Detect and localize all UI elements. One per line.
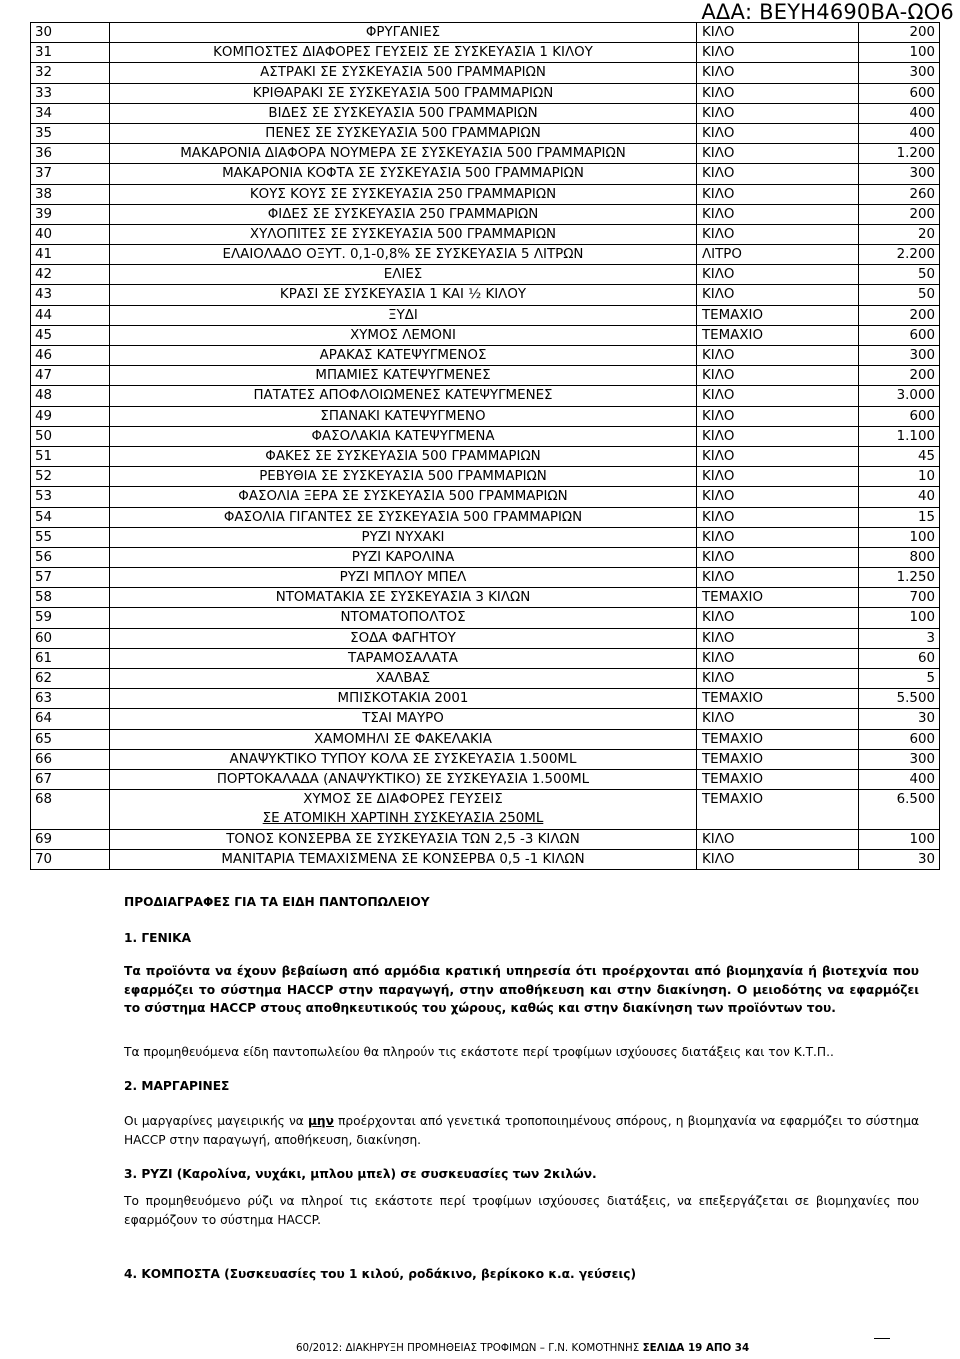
item-description <box>110 547 697 567</box>
item-number: 35 <box>31 123 110 143</box>
item-quantity: 600 <box>859 83 940 103</box>
item-number: 67 <box>31 769 110 789</box>
item-quantity: 30 <box>859 849 940 869</box>
item-unit: ΤΕΜΑΧΙΟ <box>697 769 859 789</box>
section-1-paragraph-1: Τα προϊόντα να έχουν βεβαίωση από αρμόδια κρατική υπηρεσία ότι προέρχονται από βιομηχανία ή βιοτεχνία που εφαρμόζει το σύστημα HACCP στην παραγωγή, στην αποθήκευση και στην διακίνηση. Ο μειοδότης να εφαρμόζει το σύστημα HACCP στους αποθηκευτικούς του χώρους, καθώς και στην διακίνηση των προϊόντων του. <box>124 964 919 1015</box>
item-unit: ΚΙΛΟ <box>697 426 859 446</box>
item-description <box>110 507 697 527</box>
footer-text: 60/2012: ΔΙΑΚΗΡΥΞΗ ΠΡΟΜΗΘΕΙΑΣ ΤΡΟΦΙΜΩΝ – Γ.Ν. ΚΟΜΟΤΗΝΗΣ <box>296 1342 643 1354</box>
item-quantity: 200 <box>859 204 940 224</box>
table-row <box>31 628 940 648</box>
item-unit: ΚΙΛΟ <box>697 164 859 184</box>
item-description <box>110 608 697 628</box>
item-quantity: 200 <box>859 305 940 325</box>
section-2-title: 2. ΜΑΡΓΑΡΙΝΕΣ <box>124 1079 230 1093</box>
item-quantity: 20 <box>859 224 940 244</box>
item-description-text: ΧΑΜΟΜΗΛΙ ΣΕ ΦΑΚΕΛΑΚΙΑ <box>314 731 492 747</box>
table-row <box>31 83 940 103</box>
item-description-text: ΧΥΜΟΣ ΛΕΜΟΝΙ <box>350 327 456 343</box>
table-row <box>31 224 940 244</box>
item-unit: ΚΙΛΟ <box>697 648 859 668</box>
section-1-paragraph-2: Τα προμηθευόμενα είδη παντοπωλείου θα πληρούν τις εκάστοτε περί τροφίμων ισχύουσες διατάξεις και τον Κ.Τ.Π.. <box>124 1045 834 1059</box>
item-number: 44 <box>31 305 110 325</box>
item-quantity: 1.100 <box>859 426 940 446</box>
item-quantity: 15 <box>859 507 940 527</box>
item-description-text: ΡΥΖΙ ΚΑΡΟΛΙΝΑ <box>351 549 455 565</box>
item-description <box>110 305 697 325</box>
table-row <box>31 446 940 466</box>
item-unit: ΚΙΛΟ <box>697 467 859 487</box>
item-number: 46 <box>31 346 110 366</box>
item-unit: ΚΙΛΟ <box>697 184 859 204</box>
item-description-text: ΦΙΔΕΣ ΣΕ ΣΥΣΚΕΥΑΣΙΑ 250 ΓΡΑΜΜΑΡΙΩΝ <box>267 206 539 222</box>
item-description <box>110 366 697 386</box>
table-row <box>31 43 940 63</box>
item-number: 57 <box>31 568 110 588</box>
item-description <box>110 224 697 244</box>
item-description-text: ΝΤΟΜΑΤΑΚΙΑ ΣΕ ΣΥΣΚΕΥΑΣΙΑ 3 ΚΙΛΩΝ <box>275 590 531 606</box>
item-description-text: ΦΑΣΟΛΙΑ ΓΙΓΑΝΤΕΣ ΣΕ ΣΥΣΚΕΥΑΣΙΑ 500 ΓΡΑΜΜΑΡΙΩΝ <box>223 509 583 525</box>
table-row <box>31 689 940 709</box>
item-description-text: ΜΠΑΜΙΕΣ ΚΑΤΕΨΥΓΜΕΝΕΣ <box>315 368 491 384</box>
item-number: 52 <box>31 467 110 487</box>
table-row <box>31 103 940 123</box>
item-description-text: ΞΥΔΙ <box>388 307 418 323</box>
table-row <box>31 305 940 325</box>
table-row <box>31 144 940 164</box>
ada-code: ΑΔΑ: ΒΕΥΗ4690ΒΑ-ΩΟ6 <box>701 0 954 24</box>
item-unit: ΚΙΛΟ <box>697 204 859 224</box>
item-number: 56 <box>31 547 110 567</box>
table-row <box>31 608 940 628</box>
item-description <box>110 829 697 849</box>
item-unit: ΚΙΛΟ <box>697 366 859 386</box>
item-quantity: 600 <box>859 406 940 426</box>
table-row <box>31 23 940 43</box>
item-description-text: ΧΑΛΒΑΣ <box>375 671 431 686</box>
item-description <box>110 144 697 164</box>
item-number: 55 <box>31 527 110 547</box>
table-row <box>31 790 940 830</box>
item-unit: ΚΙΛΟ <box>697 849 859 869</box>
item-number: 60 <box>31 628 110 648</box>
item-number: 53 <box>31 487 110 507</box>
table-row <box>31 849 940 869</box>
item-description-text: ΑΡΑΚΑΣ ΚΑΤΕΨΥΓΜΕΝΟΣ <box>319 348 487 363</box>
item-number: 63 <box>31 689 110 709</box>
item-unit: ΤΕΜΑΧΙΟ <box>697 729 859 749</box>
table-row <box>31 829 940 849</box>
item-number: 31 <box>31 43 110 63</box>
item-number: 33 <box>31 83 110 103</box>
item-description-text: ΦΡΥΓΑΝΙΕΣ <box>365 25 441 40</box>
item-description <box>110 669 697 689</box>
item-number: 43 <box>31 285 110 305</box>
item-unit: ΤΕΜΑΧΙΟ <box>697 790 859 830</box>
item-number: 47 <box>31 366 110 386</box>
item-description <box>110 426 697 446</box>
item-description-text: ΜΑΝΙΤΑΡΙΑ ΤΕΜΑΧΙΣΜΕΝΑ ΣΕ ΚΟΝΣΕΡΒΑ 0,5 -1 ΚΙΛΩΝ <box>221 851 585 867</box>
item-number: 38 <box>31 184 110 204</box>
item-number: 65 <box>31 729 110 749</box>
item-unit: ΚΙΛΟ <box>697 23 859 43</box>
item-unit: ΚΙΛΟ <box>697 83 859 103</box>
item-description <box>110 769 697 789</box>
item-unit: ΚΙΛΟ <box>697 224 859 244</box>
item-unit: ΤΕΜΑΧΙΟ <box>697 588 859 608</box>
item-description-text: ΠΕΝΕΣ ΣΕ ΣΥΣΚΕΥΑΣΙΑ 500 ΓΡΑΜΜΑΡΙΩΝ <box>265 125 541 141</box>
item-number: 40 <box>31 224 110 244</box>
item-description-text: ΦΑΣΟΛΙΑ ΞΕΡΑ ΣΕ ΣΥΣΚΕΥΑΣΙΑ 500 ΓΡΑΜΜΑΡΙΩΝ <box>238 489 568 505</box>
table-row <box>31 547 940 567</box>
item-number: 66 <box>31 749 110 769</box>
item-description <box>110 245 697 265</box>
item-description <box>110 123 697 143</box>
item-description-text: ΜΑΚΑΡΟΝΙΑ ΚΟΦΤΑ ΣΕ ΣΥΣΚΕΥΑΣΙΑ 500 ΓΡΑΜΜΑΡΙΩΝ <box>222 166 584 182</box>
item-quantity: 1.200 <box>859 144 940 164</box>
item-quantity: 300 <box>859 749 940 769</box>
section-2-emphasis: μην <box>307 1114 334 1128</box>
item-unit: ΚΙΛΟ <box>697 123 859 143</box>
item-description-text: ΤΣΑΙ ΜΑΥΡΟ <box>362 711 444 727</box>
item-unit: ΚΙΛΟ <box>697 709 859 729</box>
item-unit: ΚΙΛΟ <box>697 669 859 689</box>
item-number: 58 <box>31 588 110 608</box>
item-number: 49 <box>31 406 110 426</box>
item-number: 59 <box>31 608 110 628</box>
item-description-text: ΣΟΔΑ ΦΑΓΗΤΟΥ <box>350 630 456 646</box>
item-description-text: ΡΕΒΥΘΙΑ ΣΕ ΣΥΣΚΕΥΑΣΙΑ 500 ΓΡΑΜΜΑΡΙΩΝ <box>259 469 547 485</box>
item-unit: ΚΙΛΟ <box>697 43 859 63</box>
item-unit: ΚΙΛΟ <box>697 568 859 588</box>
table-row <box>31 406 940 426</box>
item-quantity: 3 <box>859 628 940 648</box>
item-number: 54 <box>31 507 110 527</box>
item-unit: ΚΙΛΟ <box>697 628 859 648</box>
item-description <box>110 184 697 204</box>
item-description <box>110 709 697 729</box>
item-number: 61 <box>31 648 110 668</box>
item-description <box>110 588 697 608</box>
item-number: 50 <box>31 426 110 446</box>
item-description <box>110 63 697 83</box>
item-number: 30 <box>31 23 110 43</box>
item-unit: ΚΙΛΟ <box>697 446 859 466</box>
item-quantity: 300 <box>859 63 940 83</box>
item-quantity: 40 <box>859 487 940 507</box>
item-description-text: ΚΟΥΣ ΚΟΥΣ ΣΕ ΣΥΣΚΕΥΑΣΙΑ 250 ΓΡΑΜΜΑΡΙΩΝ <box>249 186 557 202</box>
item-quantity: 50 <box>859 285 940 305</box>
item-quantity: 2.200 <box>859 245 940 265</box>
item-unit: ΤΕΜΑΧΙΟ <box>697 325 859 345</box>
item-description-text: ΚΡΙΘΑΡΑΚΙ ΣΕ ΣΥΣΚΕΥΑΣΙΑ 500 ΓΡΑΜΜΑΡΙΩΝ <box>252 85 554 101</box>
footer-dash <box>874 1338 890 1339</box>
item-description <box>110 527 697 547</box>
table-row <box>31 669 940 689</box>
item-quantity: 300 <box>859 164 940 184</box>
items-table-body <box>31 23 940 870</box>
item-quantity: 60 <box>859 648 940 668</box>
table-row <box>31 467 940 487</box>
item-description-text: ΠΑΤΑΤΕΣ ΑΠΟΦΛΟΙΩΜΕΝΕΣ ΚΑΤΕΨΥΓΜΕΝΕΣ <box>253 388 553 404</box>
item-unit: ΤΕΜΑΧΙΟ <box>697 305 859 325</box>
item-description-text: ΚΡΑΣΙ ΣΕ ΣΥΣΚΕΥΑΣΙΑ 1 ΚΑΙ ½ ΚΙΛΟΥ <box>279 287 527 303</box>
item-description <box>110 568 697 588</box>
item-description-text: ΠΟΡΤΟΚΑΛΑΔΑ (ΑΝΑΨΥΚΤΙΚΟ) ΣΕ ΣΥΣΚΕΥΑΣΙΑ 1.500ML <box>216 771 590 787</box>
item-quantity: 5 <box>859 669 940 689</box>
table-row <box>31 568 940 588</box>
item-unit: ΚΙΛΟ <box>697 103 859 123</box>
table-row <box>31 123 940 143</box>
item-description-text: ΣΠΑΝΑΚΙ ΚΑΤΕΨΥΓΜΕΝΟ <box>320 408 486 424</box>
item-number: 32 <box>31 63 110 83</box>
item-unit: ΛΙΤΡΟ <box>697 245 859 265</box>
table-row <box>31 245 940 265</box>
item-unit: ΚΙΛΟ <box>697 285 859 305</box>
item-description-text: ΡΥΖΙ ΜΠΛΟΥ ΜΠΕΛ <box>339 570 467 586</box>
specs-heading: ΠΡΟΔΙΑΓΡΑΦΕΣ ΓΙΑ ΤΑ ΕΙΔΗ ΠΑΝΤΟΠΩΛΕΙΟΥ <box>124 895 430 909</box>
item-unit: ΚΙΛΟ <box>697 547 859 567</box>
item-quantity: 200 <box>859 366 940 386</box>
item-description-text: ΧΥΜΟΣ ΣΕ ΔΙΑΦΟΡΕΣ ΓΕΥΣΕΙΣ <box>303 792 503 808</box>
item-description <box>110 467 697 487</box>
item-description-text: ΧΥΛΟΠΙΤΕΣ ΣΕ ΣΥΣΚΕΥΑΣΙΑ 500 ΓΡΑΜΜΑΡΙΩΝ <box>249 226 557 242</box>
item-description <box>110 406 697 426</box>
section-2-text-c: προέρχονται από γενετικά τροποποιημένους σπόρους, η βιομηχανία να εφαρμόζει το σύστημα HACCP στην παραγωγή, αποθήκευση, διακίνηση. <box>124 1114 919 1147</box>
item-description <box>110 849 697 869</box>
item-unit: ΚΙΛΟ <box>697 608 859 628</box>
item-quantity: 45 <box>859 446 940 466</box>
item-number: 41 <box>31 245 110 265</box>
item-description <box>110 204 697 224</box>
item-quantity: 10 <box>859 467 940 487</box>
item-description-text: ΜΠΙΣΚΟΤΑΚΙΑ 2001 <box>337 691 469 707</box>
page-footer <box>296 1341 749 1355</box>
item-description <box>110 729 697 749</box>
item-description-text: ΒΙΔΕΣ ΣΕ ΣΥΣΚΕΥΑΣΙΑ 500 ΓΡΑΜΜΑΡΙΩΝ <box>268 105 538 121</box>
table-row <box>31 527 940 547</box>
table-row <box>31 588 940 608</box>
item-quantity: 400 <box>859 769 940 789</box>
item-quantity: 200 <box>859 23 940 43</box>
table-row <box>31 648 940 668</box>
section-1-title: 1. ΓΕΝΙΚΑ <box>124 931 192 945</box>
item-description-text: ΑΝΑΨΥΚΤΙΚΟ ΤΥΠΟΥ ΚΟΛΑ ΣΕ ΣΥΣΚΕΥΑΣΙΑ 1.500ML <box>229 751 577 767</box>
table-row <box>31 325 940 345</box>
item-quantity: 100 <box>859 608 940 628</box>
item-number: 62 <box>31 669 110 689</box>
item-number: 64 <box>31 709 110 729</box>
footer-page-number: ΣΕΛΙΔΑ 19 ΑΠΟ 34 <box>642 1342 750 1354</box>
section-3-paragraph: Το προμηθευόμενο ρύζι να πληροί τις εκάστοτε περί τροφίμων ισχύουσες διατάξεις, να επεξεργάζεται σε βιομηχανίες που εφαρμόζουν το σύστημα HACCP. <box>124 1194 919 1227</box>
table-row <box>31 265 940 285</box>
item-quantity: 50 <box>859 265 940 285</box>
item-quantity: 300 <box>859 346 940 366</box>
section-2-text-a: Οι μαργαρίνες μαγειρικής να <box>124 1114 308 1128</box>
item-description <box>110 790 697 830</box>
item-unit: ΚΙΛΟ <box>697 386 859 406</box>
table-row <box>31 204 940 224</box>
item-quantity: 260 <box>859 184 940 204</box>
section-3-title: 3. ΡΥΖΙ (Καρολίνα, νυχάκι, μπλου μπελ) σε συσκευασίες των 2κιλών. <box>124 1167 597 1181</box>
item-description <box>110 386 697 406</box>
table-row <box>31 366 940 386</box>
item-quantity: 100 <box>859 43 940 63</box>
item-unit: ΚΙΛΟ <box>697 406 859 426</box>
item-description-text: ΦΑΣΟΛΑΚΙΑ ΚΑΤΕΨΥΓΜΕΝΑ <box>311 428 495 444</box>
item-quantity: 30 <box>859 709 940 729</box>
section-4-title: 4. ΚΟΜΠΟΣΤΑ (Συσκευασίες του 1 κιλού, ροδάκινο, βερίκοκο κ.α. γεύσεις) <box>124 1267 637 1281</box>
table-row <box>31 386 940 406</box>
item-unit: ΚΙΛΟ <box>697 507 859 527</box>
table-row <box>31 184 940 204</box>
item-quantity: 700 <box>859 588 940 608</box>
item-quantity: 600 <box>859 325 940 345</box>
item-quantity: 600 <box>859 729 940 749</box>
item-quantity: 6.500 <box>859 790 940 830</box>
item-description <box>110 689 697 709</box>
item-description <box>110 749 697 769</box>
table-row <box>31 749 940 769</box>
item-number: 36 <box>31 144 110 164</box>
item-description <box>110 487 697 507</box>
item-number: 37 <box>31 164 110 184</box>
item-quantity: 400 <box>859 123 940 143</box>
item-description <box>110 83 697 103</box>
item-description <box>110 23 697 43</box>
item-description <box>110 648 697 668</box>
item-description <box>110 164 697 184</box>
item-description-text: ΕΛΙΕΣ <box>383 267 423 283</box>
item-unit: ΚΙΛΟ <box>697 829 859 849</box>
item-quantity: 400 <box>859 103 940 123</box>
item-quantity: 100 <box>859 829 940 849</box>
item-quantity: 5.500 <box>859 689 940 709</box>
item-unit: ΚΙΛΟ <box>697 265 859 285</box>
items-table <box>30 22 940 870</box>
item-unit: ΚΙΛΟ <box>697 527 859 547</box>
table-row <box>31 426 940 446</box>
item-description-text: ΡΥΖΙ ΝΥΧΑΚΙ <box>361 529 445 545</box>
item-unit: ΚΙΛΟ <box>697 487 859 507</box>
table-row <box>31 769 940 789</box>
item-description <box>110 346 697 366</box>
item-unit: ΤΕΜΑΧΙΟ <box>697 749 859 769</box>
item-description-text: ΤΑΡΑΜΟΣΑΛΑΤΑ <box>348 650 458 666</box>
item-unit: ΚΙΛΟ <box>697 346 859 366</box>
item-unit: ΤΕΜΑΧΙΟ <box>697 689 859 709</box>
table-row <box>31 729 940 749</box>
item-number: 39 <box>31 204 110 224</box>
item-number: 70 <box>31 849 110 869</box>
item-number: 68 <box>31 790 110 830</box>
table-row <box>31 285 940 305</box>
item-quantity: 1.250 <box>859 568 940 588</box>
item-description <box>110 628 697 648</box>
table-row <box>31 507 940 527</box>
table-row <box>31 346 940 366</box>
item-description <box>110 43 697 63</box>
item-number: 45 <box>31 325 110 345</box>
item-description <box>110 265 697 285</box>
item-description <box>110 103 697 123</box>
item-unit: ΚΙΛΟ <box>697 63 859 83</box>
item-quantity: 800 <box>859 547 940 567</box>
item-number: 69 <box>31 829 110 849</box>
item-number: 48 <box>31 386 110 406</box>
item-description-text: ΜΑΚΑΡΟΝΙΑ ΔΙΑΦΟΡΑ ΝΟΥΜΕΡΑ ΣΕ ΣΥΣΚΕΥΑΣΙΑ 500 ΓΡΑΜΜΑΡΙΩΝ <box>180 146 626 162</box>
table-row <box>31 164 940 184</box>
table-row <box>31 63 940 83</box>
item-number: 34 <box>31 103 110 123</box>
item-description-text: ΝΤΟΜΑΤΟΠΟΛΤΟΣ <box>340 610 466 626</box>
table-row <box>31 709 940 729</box>
item-description <box>110 325 697 345</box>
item-description <box>110 446 697 466</box>
item-description-text: ΚΟΜΠΟΣΤΕΣ ΔΙΑΦΟΡΕΣ ΓΕΥΣΕΙΣ ΣΕ ΣΥΣΚΕΥΑΣΙΑ 1 ΚΙΛΟΥ <box>213 45 593 61</box>
item-number: 42 <box>31 265 110 285</box>
item-quantity: 3.000 <box>859 386 940 406</box>
item-quantity: 100 <box>859 527 940 547</box>
table-row <box>31 487 940 507</box>
item-description-text: ΑΣΤΡΑΚΙ ΣΕ ΣΥΣΚΕΥΑΣΙΑ 500 ΓΡΑΜΜΑΡΙΩΝ <box>260 65 546 81</box>
section-2-paragraph <box>124 1112 919 1149</box>
item-number: 51 <box>31 446 110 466</box>
item-description-text: ΦΑΚΕΣ ΣΕ ΣΥΣΚΕΥΑΣΙΑ 500 ΓΡΑΜΜΑΡΙΩΝ <box>265 448 541 464</box>
item-description-text: ΕΛΑΙΟΛΑΔΟ ΟΞΥΤ. 0,1-0,8% ΣΕ ΣΥΣΚΕΥΑΣΙΑ 5 ΛΙΤΡΩΝ <box>222 247 584 263</box>
item-description <box>110 285 697 305</box>
item-description-line-2: ΣΕ ΑΤΟΜΙΚΗ ΧΑΡΤΙΝΗ ΣΥΣΚΕΥΑΣΙΑ 250ML <box>262 811 544 827</box>
item-description-text: ΤΟΝΟΣ ΚΟΝΣΕΡΒΑ ΣΕ ΣΥΣΚΕΥΑΣΙΑ ΤΩΝ 2,5 -3 ΚΙΛΩΝ <box>226 831 580 847</box>
item-unit: ΚΙΛΟ <box>697 144 859 164</box>
